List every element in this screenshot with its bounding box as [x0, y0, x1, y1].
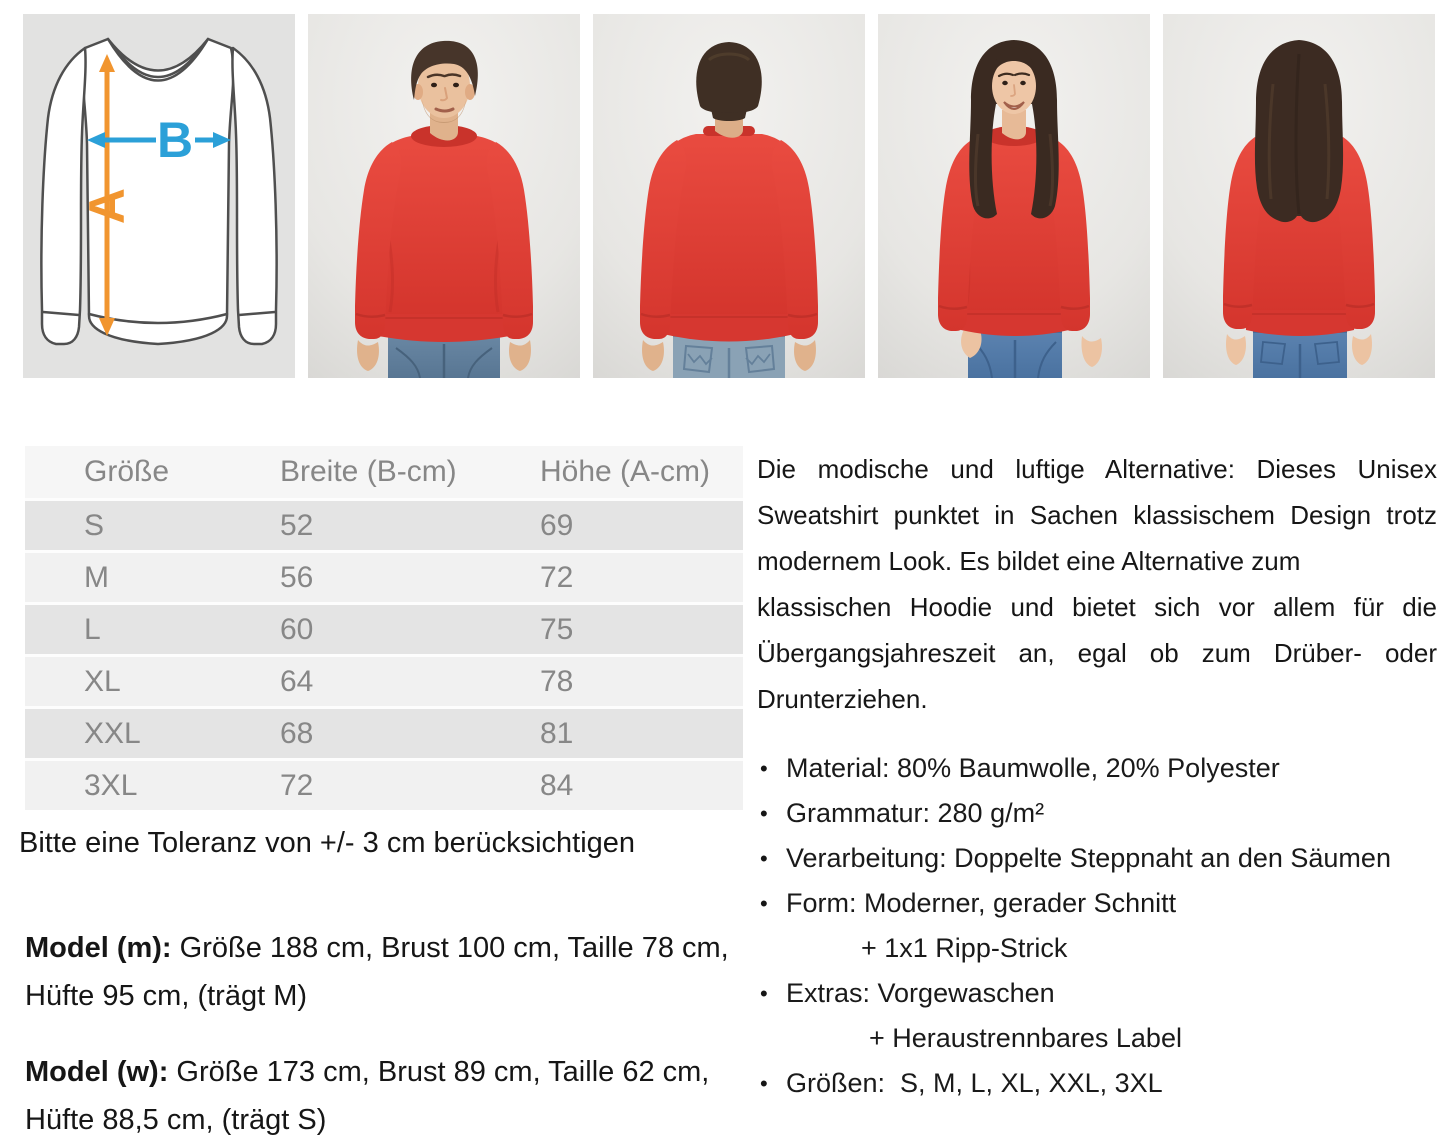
model-w-info — [25, 1048, 743, 1144]
neck — [1002, 110, 1026, 139]
feature-list — [757, 746, 1437, 1106]
size-table-row — [25, 550, 743, 602]
sweatshirt — [938, 126, 1090, 336]
bullet-icon: • — [760, 891, 768, 916]
size-table-body — [25, 498, 743, 810]
product-gallery — [23, 14, 1435, 378]
size-table-cell: L — [25, 602, 221, 654]
size-table-row — [25, 498, 743, 550]
size-table-cell: 84 — [481, 758, 743, 810]
size-table-cell: 81 — [481, 706, 743, 758]
size-info-column — [19, 446, 743, 1144]
size-table-cell: 69 — [481, 498, 743, 550]
hair — [1255, 40, 1343, 222]
size-table-cell: 72 — [221, 758, 481, 810]
size-table-cell: XXL — [25, 706, 221, 758]
feature-text: Extras: Vorgewaschen — [786, 978, 1055, 1008]
feature-text: Grammatur: 280 g/m² — [786, 798, 1045, 828]
size-table-cell: 78 — [481, 654, 743, 706]
feature-text: + Heraustrennbares Label — [869, 1023, 1182, 1053]
model-w-line1: Größe 173 cm, Brust 89 cm, Taille 62 cm, — [176, 1056, 710, 1088]
size-table-cell: M — [25, 550, 221, 602]
size-table-cell: 64 — [221, 654, 481, 706]
size-table-cell: 52 — [221, 498, 481, 550]
feature-text: + 1x1 Ripp-Strick — [861, 933, 1068, 963]
size-table-cell: 56 — [221, 550, 481, 602]
sweatshirt-measurement-icon — [23, 14, 295, 378]
size-table-cell: 60 — [221, 602, 481, 654]
size-diagram — [23, 14, 295, 378]
size-table-cell: 72 — [481, 550, 743, 602]
feature-item — [757, 1061, 1437, 1106]
description-line: klassischen Hoodie und bietet sich vor allem für die — [757, 592, 1437, 622]
col-header-hoehe: Höhe (A-cm) — [540, 455, 711, 488]
description-line: Sweatshirt punktet in Sachen klassischem Design trotz — [757, 500, 1437, 530]
feature-text: Form: Moderner, gerader Schnitt — [786, 888, 1177, 918]
photo-woman-back — [1163, 14, 1435, 378]
size-table-cell: 3XL — [25, 758, 221, 810]
feature-text: Verarbeitung: Doppelte Steppnaht an den Säumen — [786, 843, 1391, 873]
bullet-icon: • — [760, 756, 768, 781]
tolerance-note: Bitte eine Toleranz von +/- 3 cm berücksichtigen — [19, 827, 636, 859]
feature-item — [757, 881, 1437, 926]
col-header-groesse: Größe — [84, 455, 170, 488]
sweatshirt — [355, 125, 533, 342]
model-w-label: Model (w): — [25, 1056, 169, 1088]
feature-item — [757, 746, 1437, 791]
woman-front-photo — [878, 14, 1150, 378]
size-table-row — [25, 654, 743, 706]
sweatshirt — [640, 126, 818, 342]
photo-woman-front — [878, 14, 1150, 378]
label-a: A — [79, 187, 135, 225]
size-table-row — [25, 758, 743, 810]
man-back-photo — [593, 14, 865, 378]
size-table-cell: XL — [25, 654, 221, 706]
feature-item — [757, 836, 1437, 881]
description-column — [757, 446, 1437, 1144]
model-m-line2: Hüfte 95 cm, (trägt M) — [25, 980, 308, 1012]
feature-text: Größen: S, M, L, XL, XXL, 3XL — [786, 1068, 1163, 1098]
product-description — [757, 446, 1437, 722]
size-table-row — [25, 602, 743, 654]
label-b: B — [156, 112, 194, 168]
bullet-icon: • — [760, 1071, 768, 1096]
size-table — [25, 446, 743, 810]
feature-item — [757, 926, 1437, 971]
description-line: modernem Look. Es bildet eine Alternative zum — [757, 546, 1301, 576]
model-m-line1: Größe 188 cm, Brust 100 cm, Taille 78 cm, — [179, 932, 729, 964]
size-table-cell: 75 — [481, 602, 743, 654]
man-front-photo — [308, 14, 580, 378]
col-header-breite: Breite (B-cm) — [280, 455, 457, 488]
head — [696, 42, 762, 121]
size-table-header-row — [25, 446, 743, 498]
size-table-row — [25, 706, 743, 758]
feature-item — [757, 971, 1437, 1016]
bullet-icon: • — [760, 801, 768, 826]
model-m-label: Model (m): — [25, 932, 172, 964]
model-w-line2: Hüfte 88,5 cm, (trägt S) — [25, 1104, 327, 1136]
woman-back-photo — [1163, 14, 1435, 378]
size-table-cell: S — [25, 498, 221, 550]
size-table-cell: 68 — [221, 706, 481, 758]
feature-item — [757, 1016, 1437, 1061]
model-m-info — [25, 924, 743, 1020]
bullet-icon: • — [760, 981, 768, 1006]
feature-item — [757, 791, 1437, 836]
photo-man-back — [593, 14, 865, 378]
description-line: Übergangsjahreszeit an, egal ob zum Drüber- oder — [757, 638, 1437, 668]
description-line: Drunterziehen. — [757, 684, 928, 714]
feature-text: Material: 80% Baumwolle, 20% Polyester — [786, 753, 1280, 783]
description-line: Die modische und luftige Alternative: Dieses Unisex — [757, 454, 1437, 484]
bullet-icon: • — [760, 846, 768, 871]
product-info — [19, 446, 1437, 1144]
photo-man-front — [308, 14, 580, 378]
